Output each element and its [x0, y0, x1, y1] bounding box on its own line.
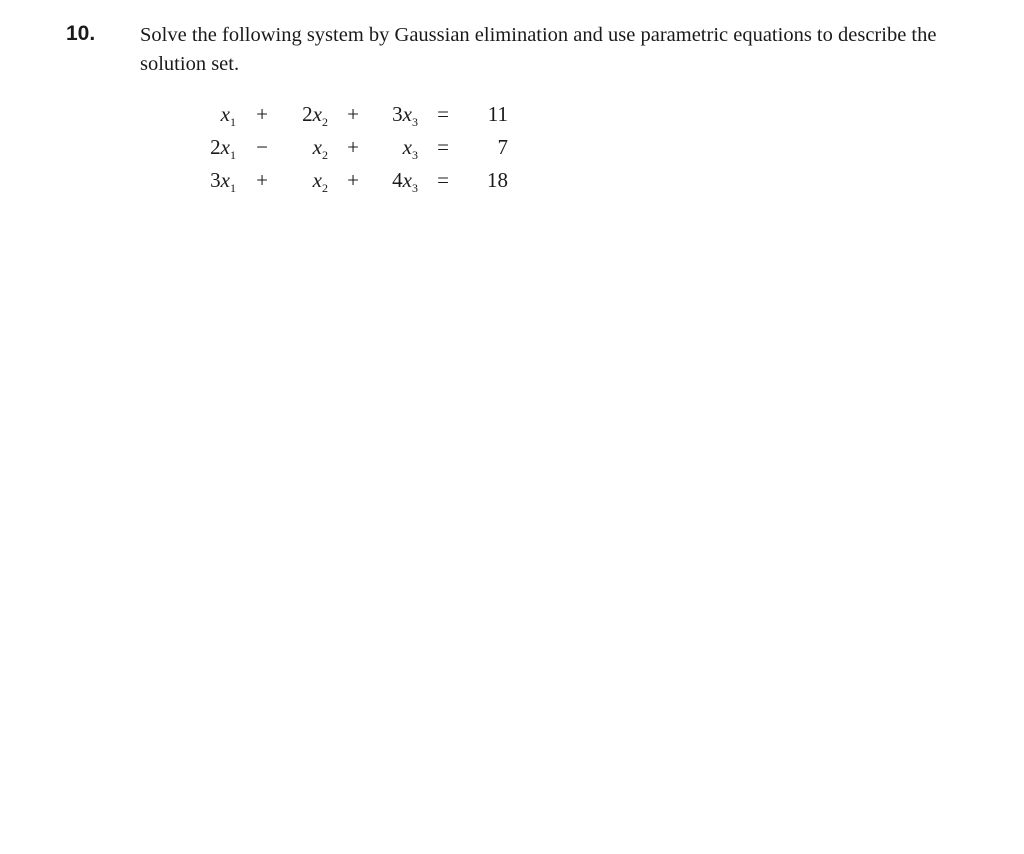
- term-x3: $4x_3$: [392, 168, 418, 195]
- term-x1: $x_1$: [220, 102, 236, 129]
- term-x3: $x_3$: [402, 135, 418, 162]
- term-x1: $2x_1$: [210, 135, 236, 162]
- term-x2: $2x_2$: [302, 102, 328, 129]
- linear-system: [196, 98, 508, 197]
- right-hand-side: 11: [487, 102, 508, 126]
- operator: −: [256, 135, 268, 159]
- equals-sign: =: [437, 135, 449, 159]
- operator: +: [347, 135, 359, 159]
- right-hand-side: 7: [497, 135, 508, 159]
- right-hand-side: 18: [487, 168, 508, 192]
- equation-row-2: [196, 131, 508, 164]
- term-x2: $x_2$: [312, 135, 328, 162]
- problem-number: 10.: [66, 22, 96, 45]
- operator: +: [347, 168, 359, 192]
- equation-row-3: [196, 164, 508, 197]
- term-x1: $3x_1$: [210, 168, 236, 195]
- term-x2: $x_2$: [312, 168, 328, 195]
- equation-row-1: [196, 98, 508, 131]
- operator: +: [347, 102, 359, 126]
- operator: +: [256, 168, 268, 192]
- equals-sign: =: [437, 168, 449, 192]
- problem-statement: Solve the following system by Gaussian elimination and use parametric equations to describe the solution set.: [140, 24, 937, 75]
- equals-sign: =: [437, 102, 449, 126]
- operator: +: [256, 102, 268, 126]
- term-x3: $3x_3$: [392, 102, 418, 129]
